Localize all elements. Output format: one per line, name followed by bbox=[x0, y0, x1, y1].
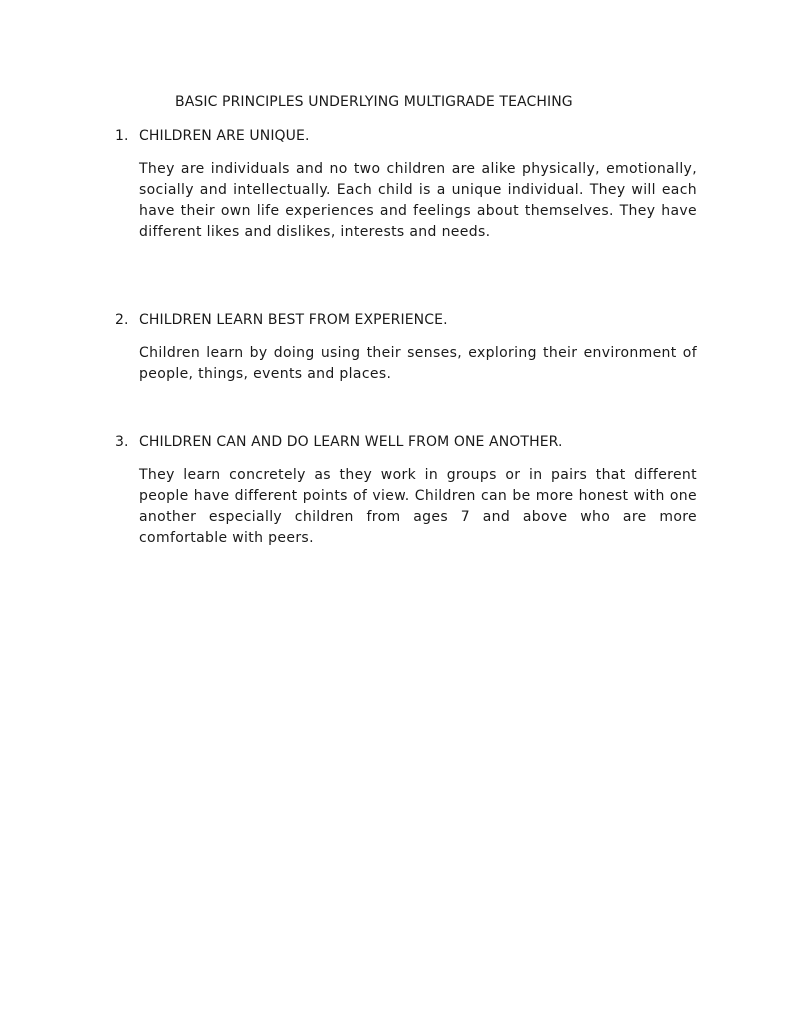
principle-section bbox=[115, 432, 697, 549]
section-heading bbox=[115, 432, 697, 452]
principle-section bbox=[115, 126, 697, 243]
section-number: 1. bbox=[115, 128, 129, 144]
section-number: 2. bbox=[115, 312, 129, 328]
section-heading bbox=[115, 310, 697, 330]
principle-section bbox=[115, 310, 697, 385]
section-body: They are individuals and no two children are alike physically, emotionally, socially and intellectually. Each child is a unique individual. They will each have their own life experiences and feelings about themselves. They have different likes and dislikes, interests and needs. bbox=[139, 161, 697, 240]
section-body: They learn concretely as they work in groups or in pairs that different people have different points of view. Children can be more honest with one another especially children from ages 7 and above who are more comfortable with peers. bbox=[139, 467, 697, 546]
section-heading-text: CHILDREN ARE UNIQUE. bbox=[139, 128, 310, 144]
section-body: Children learn by doing using their senses, exploring their environment of people, things, events and places. bbox=[139, 345, 697, 382]
document-title: BASIC PRINCIPLES UNDERLYING MULTIGRADE TEACHING bbox=[175, 94, 573, 110]
section-number: 3. bbox=[115, 434, 129, 450]
section-heading bbox=[115, 126, 697, 146]
section-heading-text: CHILDREN CAN AND DO LEARN WELL FROM ONE ANOTHER. bbox=[139, 434, 563, 450]
section-heading-text: CHILDREN LEARN BEST FROM EXPERIENCE. bbox=[139, 312, 448, 328]
